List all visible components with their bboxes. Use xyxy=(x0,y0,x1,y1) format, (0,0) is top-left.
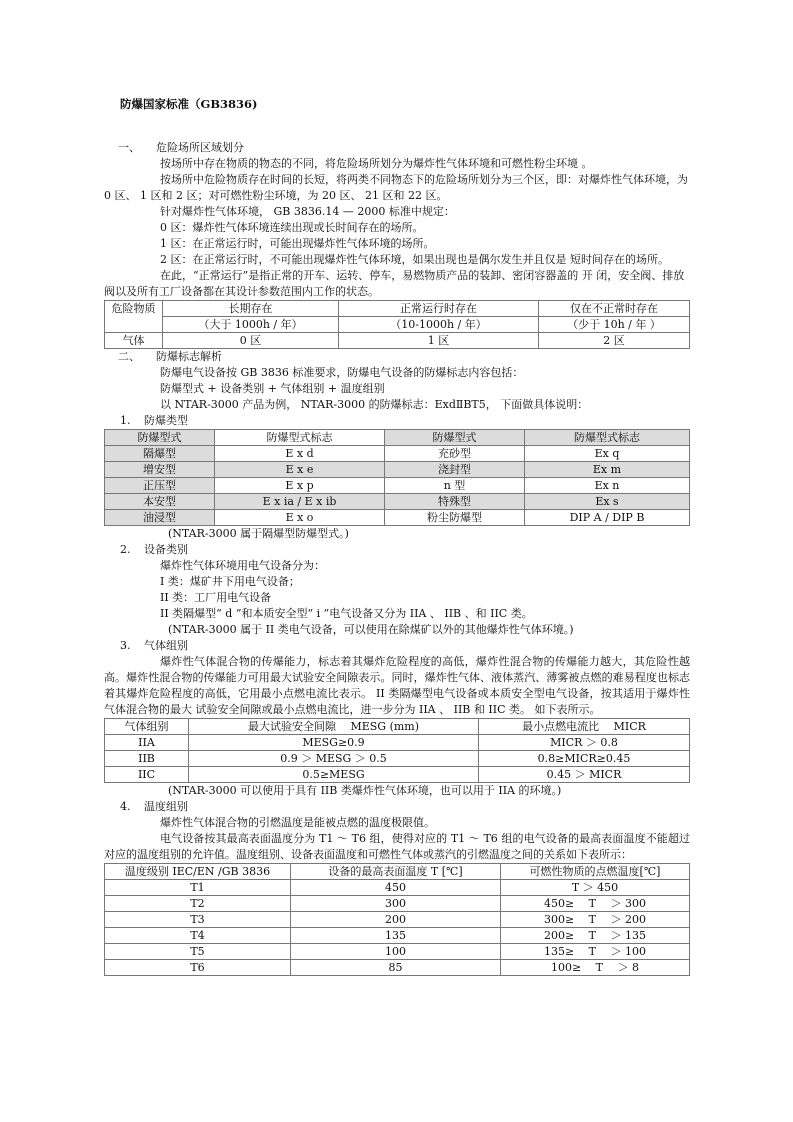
table-header-cell: 仅在不正常时存在 xyxy=(539,301,690,317)
subsection-2-heading xyxy=(104,542,690,558)
temperature-class-table xyxy=(104,863,690,976)
table-header-cell: 最小点燃电流比 MICR xyxy=(479,719,690,735)
table-cell: 2 区 xyxy=(539,333,690,349)
table-header-cell: 防爆型式 xyxy=(105,430,215,446)
zone-2-definition: 2 区：在正常运行时，不可能出现爆炸性气体环境，如果出现也是偶尔发生并且仅是 短时间存在的场所。 xyxy=(160,253,669,266)
paragraph: 防爆电气设备按 GB 3836 标准要求，防爆电气设备的防爆标志内容包括： xyxy=(160,366,524,379)
table-cell: T ＞ 450 xyxy=(501,880,690,896)
table-cell: 1 区 xyxy=(339,333,539,349)
table-cell: 135 xyxy=(291,928,501,944)
table-header-cell: （10-1000h / 年） xyxy=(339,317,539,333)
table-row xyxy=(105,960,690,976)
table-header-cell: 设备的最高表面温度 T [℃] xyxy=(291,864,501,880)
subsection-1-heading xyxy=(104,413,690,429)
table-cell: 450≥ T ＞ 300 xyxy=(501,896,690,912)
table-cell: T2 xyxy=(105,896,291,912)
note: (NTAR-3000 可以使用于具有 IIB 类爆炸性气体环境，也可以用于 IIA 的环境。) xyxy=(168,784,562,797)
table-cell: 0.45 ＞ MICR xyxy=(479,767,690,783)
table-header-cell: 可燃性物质的点燃温度[℃] xyxy=(501,864,690,880)
table-row xyxy=(105,301,690,317)
paragraph: 爆炸性气体环境用电气设备分为： xyxy=(160,559,325,572)
table-cell: IIC xyxy=(105,767,189,783)
table-cell: E x ia / E x ib xyxy=(215,494,385,510)
table-cell: Ex m xyxy=(525,462,690,478)
table-cell: Ex q xyxy=(525,446,690,462)
table-cell: MESG≥0.9 xyxy=(189,735,479,751)
zone-0-definition: 0 区：爆炸性气体环境连续出现或长时间存在的场所。 xyxy=(160,221,424,234)
table-cell: 135≥ T ＞ 100 xyxy=(501,944,690,960)
gas-group-table xyxy=(104,718,690,783)
paragraph: 针对爆炸性气体环境， GB 3836.14 — 2000 标准中规定： xyxy=(160,205,455,218)
table-cell: 200 xyxy=(291,912,501,928)
section-title: 危险场所区域划分 xyxy=(156,141,244,154)
table-row xyxy=(105,478,690,494)
subsection-title: 防爆类型 xyxy=(144,414,188,427)
subsection-title: 温度组别 xyxy=(144,800,188,813)
table-cell: 增安型 xyxy=(105,462,215,478)
subsection-3-heading xyxy=(104,638,690,654)
table-cell: 85 xyxy=(291,960,501,976)
section-number: 一、 xyxy=(118,141,140,154)
table-cell: Ex n xyxy=(525,478,690,494)
table-row xyxy=(105,912,690,928)
table-cell: 200≥ T ＞ 135 xyxy=(501,928,690,944)
table-row xyxy=(105,317,690,333)
table-header-row xyxy=(105,719,690,735)
table-cell: 450 xyxy=(291,880,501,896)
table-header-cell: 正常运行时存在 xyxy=(339,301,539,317)
table-cell: 0.9 ＞ MESG ＞ 0.5 xyxy=(189,751,479,767)
table-cell: 100 xyxy=(291,944,501,960)
table-cell: E x o xyxy=(215,510,385,526)
table-cell: E x p xyxy=(215,478,385,494)
table-cell: 0 区 xyxy=(163,333,339,349)
table-row xyxy=(105,767,690,783)
table-header-cell: 最大试验安全间隙 MESG (mm) xyxy=(189,719,479,735)
table-cell: DIP A / DIP B xyxy=(525,510,690,526)
table-header-cell: 温度级别 IEC/EN /GB 3836 xyxy=(105,864,291,880)
table-cell: T5 xyxy=(105,944,291,960)
paragraph: 爆炸性气体混合物的传爆能力，标志着其爆炸危险程度的高低，爆炸性混合物的传爆能力越大，其危险性越高。爆炸性混合物的传爆能力可用最大试验安全间隙表示。同时，爆炸性气体、液体蒸汽、薄雾被点燃的难易程度也标志着其爆炸危险程度的高低，它用最小点燃电流比表示。 II 类隔爆型电气设备或本质安全型电气设备，按其适用于爆炸性气体混合物的最大 试验安全间隙或最小点燃电流比，进一步分为 IIA 、 IIB 和 IIC 类。 如下表所示。 xyxy=(104,655,690,716)
paragraph: 按场所中存在物质的物态的不同，将危险场所划分为爆炸性气体环境和可燃性粉尘环境 。 xyxy=(160,157,593,170)
table-header-cell: 防爆型式 xyxy=(385,430,525,446)
table-cell: n 型 xyxy=(385,478,525,494)
table-row xyxy=(105,494,690,510)
table-header-cell: 长期存在 xyxy=(163,301,339,317)
table-cell: 300≥ T ＞ 200 xyxy=(501,912,690,928)
zone-1-definition: 1 区：在正常运行时，可能出现爆炸性气体环境的场所。 xyxy=(160,237,435,250)
table-cell: 正压型 xyxy=(105,478,215,494)
table-cell: 油浸型 xyxy=(105,510,215,526)
subsection-title: 气体组别 xyxy=(144,639,188,652)
subsection-number: 3. xyxy=(120,639,131,652)
table-cell: 隔爆型 xyxy=(105,446,215,462)
table-cell: E x e xyxy=(215,462,385,478)
table-row xyxy=(105,896,690,912)
paragraph: II 类隔爆型“ d ”和本质安全型“ i ”电气设备又分为 IIA 、 IIB 、和 IIC 类。 xyxy=(160,607,533,620)
paragraph: 爆炸性气体混合物的引燃温度是能被点燃的温度极限值。 xyxy=(160,816,435,829)
subsection-title: 设备类别 xyxy=(144,543,188,556)
table-cell: 100≥ T ＞ 8 xyxy=(501,960,690,976)
table-row xyxy=(105,751,690,767)
subsection-number: 4. xyxy=(120,800,131,813)
table-cell: IIA xyxy=(105,735,189,751)
table-cell: 充砂型 xyxy=(385,446,525,462)
table-cell: T3 xyxy=(105,912,291,928)
section-number: 二、 xyxy=(118,350,140,363)
protection-type-table xyxy=(104,429,690,526)
paragraph: 按场所中危险物质存在时间的长短，将两类不同物态下的危险场所划分为三个区，即：对爆炸性气体环境，为 0 区、 1 区和 2 区；对可燃性粉尘环境，为 20 区、 21 区和 22 区。 xyxy=(104,173,688,202)
table-row xyxy=(105,944,690,960)
table-cell: 浇封型 xyxy=(385,462,525,478)
table-cell: 特殊型 xyxy=(385,494,525,510)
subsection-number: 2. xyxy=(120,543,131,556)
table-row xyxy=(105,928,690,944)
section-title: 防爆标志解析 xyxy=(156,350,222,363)
table-cell: IIB xyxy=(105,751,189,767)
paragraph: I 类：煤矿井下用电气设备； xyxy=(160,575,300,588)
table-cell: T1 xyxy=(105,880,291,896)
note: (NTAR-3000 属于隔爆型防爆型式。) xyxy=(168,527,349,540)
table-header-cell: 防爆型式标志 xyxy=(215,430,385,446)
section-1-heading xyxy=(104,140,690,156)
table-cell: MICR ＞ 0.8 xyxy=(479,735,690,751)
table-row xyxy=(105,462,690,478)
table-header-cell: （少于 10h / 年 ） xyxy=(539,317,690,333)
table-header-cell: （大于 1000h / 年） xyxy=(163,317,339,333)
subsection-4-heading xyxy=(104,799,690,815)
table-header-cell: 防爆型式标志 xyxy=(525,430,690,446)
table-header-row xyxy=(105,864,690,880)
table-header-cell: 气体组别 xyxy=(105,719,189,735)
subsection-number: 1. xyxy=(120,414,131,427)
table-cell: T4 xyxy=(105,928,291,944)
table-cell: 300 xyxy=(291,896,501,912)
table-cell: T6 xyxy=(105,960,291,976)
document-body xyxy=(104,140,690,976)
paragraph: 在此，“正常运行”是指正常的开车、运转、停车，易燃物质产品的装卸、密闭容器盖的 开 闭，安全阀、排放阀以及所有工厂设备都在其设计参数范围内工作的状态。 xyxy=(104,269,685,298)
table-header-row xyxy=(105,430,690,446)
paragraph: 以 NTAR-3000 产品为例， NTAR-3000 的防爆标志：ExdⅡBT5， 下面做具体说明： xyxy=(160,398,589,411)
document-title: 防爆国家标准（GB3836) xyxy=(120,97,258,111)
table-row xyxy=(105,880,690,896)
zone-table xyxy=(104,300,690,349)
note: (NTAR-3000 属于 II 类电气设备，可以使用在除煤矿以外的其他爆炸性气体环境。) xyxy=(168,623,574,636)
table-cell: E x d xyxy=(215,446,385,462)
table-cell: 气体 xyxy=(105,333,163,349)
table-row xyxy=(105,446,690,462)
table-cell: 0.5≥MESG xyxy=(189,767,479,783)
paragraph: 防爆型式 + 设备类别 + 气体组别 + 温度组别 xyxy=(160,382,385,395)
section-2-heading xyxy=(104,349,690,365)
paragraph: II 类：工厂用电气设备 xyxy=(160,591,272,604)
table-row xyxy=(105,735,690,751)
table-header-cell: 危险物质 xyxy=(105,301,163,333)
table-cell: Ex s xyxy=(525,494,690,510)
table-cell: 粉尘防爆型 xyxy=(385,510,525,526)
paragraph: 电气设备按其最高表面温度分为 T1 ～ T6 组，使得对应的 T1 ～ T6 组的电气设备的最高表面温度不能超过对应的温度组别的允许值。温度组别、设备表面温度和可燃性气体或蒸汽的引燃温度之间的关系如下表所示： xyxy=(104,832,690,861)
table-row xyxy=(105,333,690,349)
table-cell: 本安型 xyxy=(105,494,215,510)
table-cell: 0.8≥MICR≥0.45 xyxy=(479,751,690,767)
table-row xyxy=(105,510,690,526)
